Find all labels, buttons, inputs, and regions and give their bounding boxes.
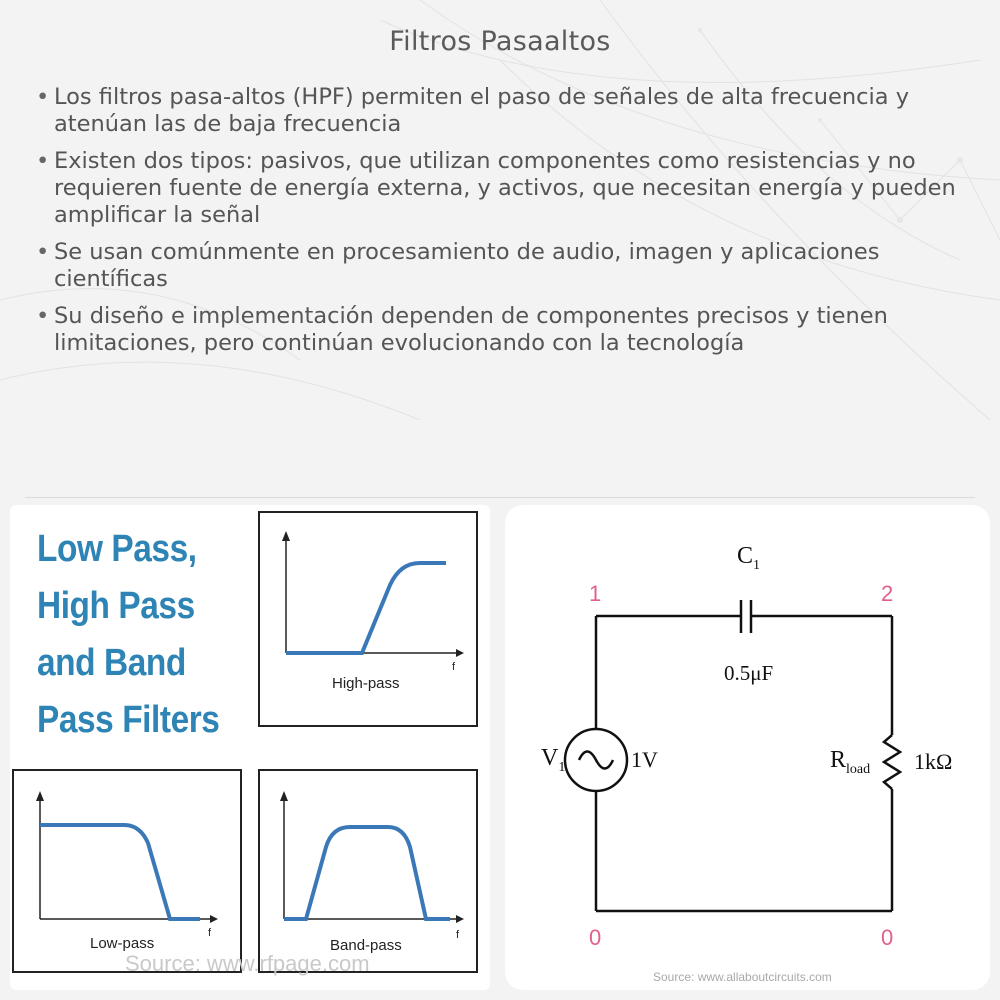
capacitor-value: 0.5μF: [724, 661, 774, 685]
band-pass-graph: [258, 769, 478, 973]
load-label: $R_{load}$: [830, 747, 871, 777]
bullet-item: • Los filtros pasa-altos (HPF) permiten el paso de señales de alta frecuencia y atenúan las de baja frecuencia: [30, 84, 980, 138]
load-value: 1kΩ: [914, 749, 953, 774]
circuit-schematic: [505, 505, 990, 990]
node-label-0-right: 0: [881, 925, 894, 950]
source-label: $V_1$: [541, 745, 566, 775]
image-source-credit: Source: www.allaboutcircuits.com: [653, 970, 832, 984]
low-pass-label: Low-pass: [90, 935, 155, 952]
headline-line: and Band: [37, 642, 186, 684]
section-divider: [25, 497, 975, 498]
headline-line: Pass Filters: [37, 699, 220, 741]
axis-f-label: f: [452, 661, 456, 673]
axis-f-label: f: [456, 929, 460, 941]
high-pass-graph: [258, 511, 478, 727]
bullet-item: • Su diseño e implementación dependen de componentes precisos y tienen limitaciones, pero continúan evolucionando con la tecnología: [30, 303, 980, 357]
band-pass-label: Band-pass: [330, 937, 402, 954]
axis-f-label: f: [208, 927, 212, 939]
filter-types-headline: [37, 521, 231, 749]
high-pass-label: High-pass: [332, 675, 400, 692]
filter-types-image: [10, 505, 490, 990]
node-label-2: 2: [881, 581, 894, 606]
circuit-diagram: [505, 505, 990, 990]
headline-line: High Pass: [37, 585, 195, 627]
bullet-item: • Existen dos tipos: pasivos, que utilizan componentes como resistencias y no requieren fuente de energía externa, y activos, que necesitan energía y pueden amplificar la señal: [30, 148, 980, 229]
source-value: 1V: [631, 747, 658, 772]
low-pass-graph: [12, 769, 242, 973]
headline-line: Low Pass,: [37, 528, 197, 570]
node-label-0-left: 0: [589, 925, 602, 950]
bullet-item: • Se usan comúnmente en procesamiento de audio, imagen y aplicaciones científicas: [30, 239, 980, 293]
image-source-credit: Source: www.rfpage.com: [125, 951, 370, 976]
capacitor-label: $C_1$: [737, 543, 761, 573]
slide-title: Filtros Pasaaltos: [389, 26, 611, 57]
node-label-1: 1: [589, 581, 602, 606]
bullet-list: [30, 84, 980, 367]
